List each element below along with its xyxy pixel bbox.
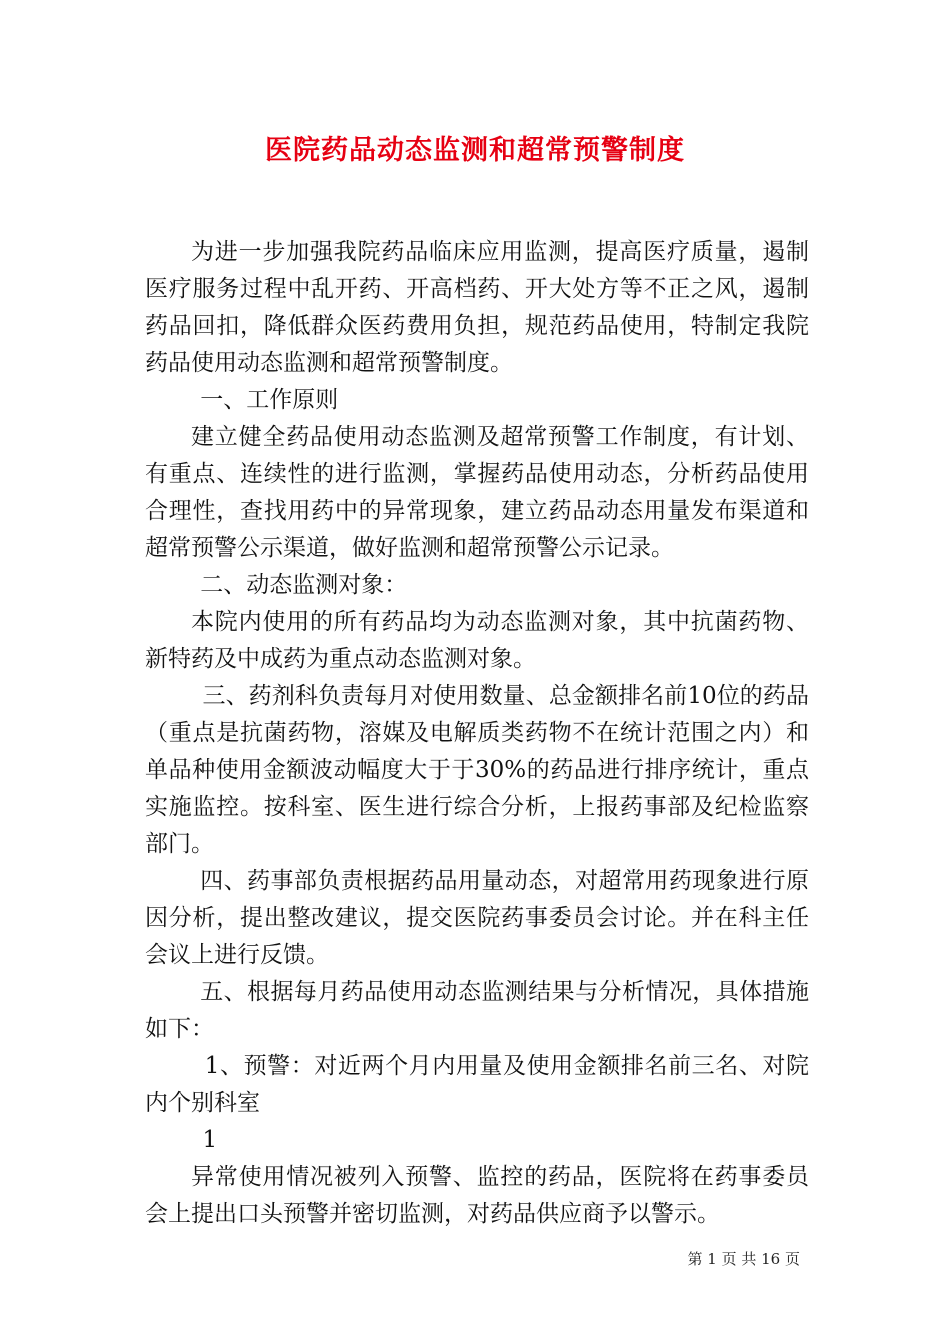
monitoring-targets-paragraph: 本院内使用的所有药品均为动态监测对象，其中抗菌药物、新特药及中成药为重点动态监测对象。 [145, 609, 809, 672]
principles-paragraph: 建立健全药品使用动态监测及超常预警工作制度，有计划、有重点、连续性的进行监测，掌握药品使用动态，分析药品使用合理性，查找用药中的异常现象，建立药品动态用量发布渠道和超常预警公示渠道，做好监测和超常预警公示记录。 [145, 424, 809, 561]
document-title: 医院药品动态监测和超常预警制度 [265, 135, 685, 166]
measure-warning-item: 1、预警：对近两个月内用量及使用金额排名前三名、对院内个别科室 [145, 1053, 809, 1116]
section-pharmacy-duties: 三、药剂科负责每月对使用数量、总金额排名前10位的药品（重点是抗菌药物，溶媒及电解质类药物不在统计范围之内）和单品种使用金额波动幅度大于于30%的药品进行排序统计，重点实施监控。按科室、医生进行综合分析，上报药事部及纪检监察部门。 [145, 683, 809, 857]
document-body [145, 234, 809, 1233]
section-heading-principles: 一、工作原则 [200, 387, 339, 413]
section-heading-monitoring-targets: 二、动态监测对象： [200, 572, 408, 598]
inline-page-number: 1 [202, 1127, 218, 1153]
section-pharmacy-affairs-duties: 四、药事部负责根据药品用量动态，对超常用药现象进行原因分析，提出整改建议，提交医院药事委员会讨论。并在科主任会议上进行反馈。 [145, 868, 809, 968]
section-measures: 五、根据每月药品使用动态监测结果与分析情况，具体措施如下： [145, 979, 809, 1042]
measure-warning-continuation: 异常使用情况被列入预警、监控的药品，医院将在药事委员会上提出口头预警并密切监测，对药品供应商予以警示。 [145, 1164, 809, 1227]
intro-paragraph: 为进一步加强我院药品临床应用监测，提高医疗质量，遏制医疗服务过程中乱开药、开高档药、开大处方等不正之风，遏制药品回扣，降低群众医药费用负担，规范药品使用，特制定我院药品使用动态监测和超常预警制度。 [145, 239, 809, 376]
page-footer-counter: 第 1 页 共 16 页 [687, 1250, 800, 1268]
